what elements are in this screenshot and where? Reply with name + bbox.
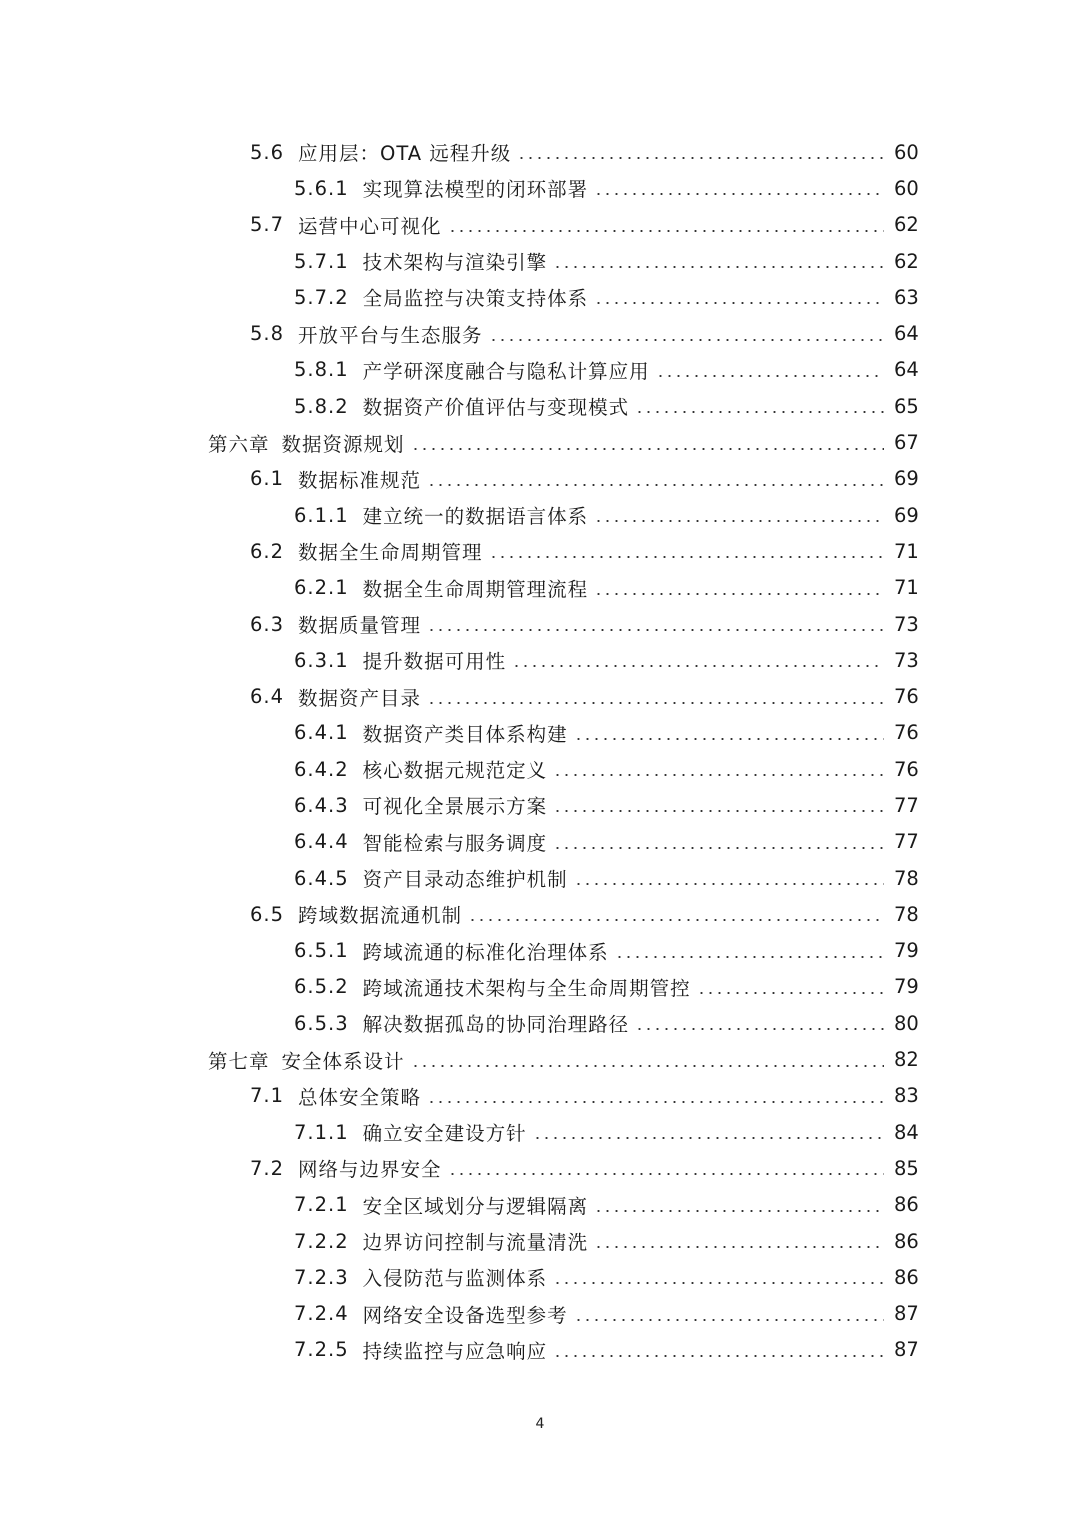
toc-entry-number: 5.8 <box>250 322 285 346</box>
toc-entry-title: 网络安全设备选型参考 <box>362 1303 568 1327</box>
toc-entry[interactable] <box>0 1296 1080 1332</box>
dot-leader <box>533 1137 884 1139</box>
dot-leader <box>512 665 884 667</box>
dot-leader <box>468 919 884 921</box>
toc-entry[interactable] <box>0 424 1080 460</box>
toc-entry-title: 跨域流通的标准化治理体系 <box>362 940 609 964</box>
toc-entry[interactable] <box>0 787 1080 823</box>
toc-entry-page: 77 <box>894 793 919 817</box>
toc-entry-number: 6.5.1 <box>294 939 349 963</box>
toc-entry-number: 5.7 <box>250 213 285 237</box>
toc-entry[interactable] <box>0 170 1080 206</box>
toc-entry-title: 运营中心可视化 <box>298 214 442 238</box>
table-of-contents <box>0 134 1080 1368</box>
toc-entry[interactable] <box>0 134 1080 170</box>
toc-entry-page: 60 <box>894 140 919 164</box>
dot-leader <box>553 847 884 849</box>
toc-entry-title: 数据质量管理 <box>298 614 422 637</box>
toc-entry[interactable] <box>0 461 1080 497</box>
toc-entry-number: 6.4.2 <box>294 757 349 781</box>
toc-entry-title: 产学研深度融合与隐私计算应用 <box>362 359 650 383</box>
toc-entry-page: 87 <box>894 1338 919 1362</box>
dot-leader <box>553 266 884 268</box>
toc-entry-page: 87 <box>894 1302 919 1326</box>
toc-entry-number: 6.1 <box>250 467 285 491</box>
toc-entry[interactable] <box>0 1078 1080 1114</box>
toc-entry-number: 7.2.2 <box>294 1229 349 1253</box>
toc-entry-page: 69 <box>894 467 919 491</box>
toc-entry[interactable] <box>0 388 1080 424</box>
toc-entry-title: 提升数据可用性 <box>362 650 507 674</box>
toc-entry-number: 7.2 <box>250 1156 285 1180</box>
dot-leader <box>448 1173 884 1175</box>
toc-entry-page: 76 <box>894 685 919 709</box>
toc-entry-number: 6.4.5 <box>294 866 349 890</box>
toc-entry-page: 64 <box>894 358 919 382</box>
toc-entry-page: 79 <box>894 939 919 963</box>
toc-entry-title: 开放平台与生态服务 <box>298 323 483 347</box>
dot-leader <box>427 484 884 486</box>
toc-entry-title: 总体安全策略 <box>298 1085 422 1109</box>
dot-leader <box>427 1101 884 1103</box>
toc-entry[interactable] <box>0 751 1080 787</box>
toc-entry-page: 83 <box>894 1084 919 1108</box>
toc-entry-page: 69 <box>894 503 919 527</box>
toc-entry-number: 第六章 <box>208 432 270 456</box>
toc-entry-number: 第七章 <box>208 1049 270 1073</box>
dot-leader <box>594 593 884 595</box>
dot-leader <box>594 1210 884 1212</box>
toc-entry-number: 6.4 <box>250 685 285 709</box>
toc-entry-title: 网络与边界安全 <box>298 1158 442 1182</box>
toc-entry-page: 62 <box>894 213 919 237</box>
dot-leader <box>553 774 884 776</box>
toc-entry-page: 60 <box>894 176 919 200</box>
toc-entry-number: 7.2.3 <box>294 1265 349 1289</box>
dot-leader <box>574 883 884 885</box>
dot-leader <box>411 448 884 450</box>
toc-entry-title: 边界访问控制与流量清洗 <box>362 1231 589 1255</box>
toc-entry-page: 86 <box>894 1265 919 1289</box>
toc-entry[interactable] <box>0 1223 1080 1259</box>
toc-entry-number: 7.2.1 <box>294 1193 349 1217</box>
toc-entry-number: 7.1.1 <box>294 1120 349 1144</box>
toc-entry-title: 数据资源规划 <box>281 432 405 456</box>
toc-entry-page: 86 <box>894 1193 919 1217</box>
toc-entry[interactable] <box>0 1332 1080 1368</box>
toc-entry-title: 入侵防范与监测体系 <box>362 1267 548 1291</box>
dot-leader <box>635 411 884 413</box>
dot-leader <box>448 230 884 232</box>
dot-leader <box>656 375 884 377</box>
dot-leader <box>517 157 884 159</box>
toc-entry-page: 82 <box>894 1048 919 1072</box>
toc-entry-page: 76 <box>894 757 919 781</box>
dot-leader <box>489 339 884 341</box>
toc-entry-page: 78 <box>894 902 919 926</box>
toc-entry[interactable] <box>0 1259 1080 1295</box>
dot-leader <box>594 520 884 522</box>
toc-entry-title: 安全体系设计 <box>281 1049 405 1073</box>
toc-entry-page: 64 <box>894 322 919 346</box>
toc-entry-title: 数据标准规范 <box>298 468 422 492</box>
toc-entry-page: 84 <box>894 1120 919 1144</box>
toc-entry-number: 6.5.2 <box>294 975 349 999</box>
toc-entry-page: 85 <box>894 1156 919 1180</box>
dot-leader <box>594 1246 884 1248</box>
toc-entry-page: 63 <box>894 285 919 309</box>
dot-leader <box>635 1028 884 1030</box>
toc-entry-number: 7.2.5 <box>294 1338 349 1362</box>
dot-leader <box>553 1355 884 1357</box>
toc-entry[interactable] <box>0 352 1080 388</box>
toc-entry[interactable] <box>0 1041 1080 1077</box>
toc-entry[interactable] <box>0 896 1080 932</box>
toc-entry-number: 6.4.4 <box>294 830 349 854</box>
toc-entry-title: 资产目录动态维护机制 <box>362 868 568 892</box>
toc-entry-title: 数据全生命周期管理流程 <box>362 577 589 601</box>
toc-entry[interactable] <box>0 570 1080 606</box>
toc-entry-number: 5.8.1 <box>294 358 349 382</box>
toc-entry-title: 实现算法模型的闭环部署 <box>362 178 589 202</box>
toc-entry-number: 6.3 <box>250 612 285 636</box>
toc-entry-title: 技术架构与渲染引擎 <box>362 251 548 275</box>
toc-entry-page: 71 <box>894 576 919 600</box>
toc-entry-title: 安全区域划分与逻辑隔离 <box>362 1194 589 1218</box>
toc-entry[interactable] <box>0 606 1080 642</box>
toc-entry-page: 77 <box>894 830 919 854</box>
dot-leader <box>697 992 884 994</box>
dot-leader <box>615 956 884 958</box>
toc-entry-page: 76 <box>894 721 919 745</box>
toc-entry-page: 71 <box>894 539 919 563</box>
dot-leader <box>553 1282 884 1284</box>
toc-entry-title: 确立安全建设方针 <box>362 1122 527 1146</box>
toc-entry[interactable] <box>0 1005 1080 1041</box>
toc-entry-page: 67 <box>894 431 919 455</box>
dot-leader <box>553 810 884 812</box>
toc-entry-title: 应用层：OTA 远程升级 <box>298 142 512 166</box>
toc-entry-title: 跨域流通技术架构与全生命周期管控 <box>362 976 691 1000</box>
toc-entry-number: 6.5.3 <box>294 1011 349 1035</box>
dot-leader <box>489 556 884 558</box>
toc-entry[interactable] <box>0 315 1080 351</box>
dot-leader <box>594 193 884 195</box>
dot-leader <box>427 702 884 704</box>
toc-entry-number: 6.3.1 <box>294 648 349 672</box>
toc-entry-page: 86 <box>894 1229 919 1253</box>
toc-entry[interactable] <box>0 969 1080 1005</box>
toc-entry-title: 持续监控与应急响应 <box>362 1339 548 1363</box>
toc-entry-number: 5.7.2 <box>294 285 349 309</box>
toc-entry[interactable] <box>0 860 1080 896</box>
toc-entry-title: 核心数据元规范定义 <box>362 759 548 783</box>
toc-entry-title: 数据资产价值评估与变现模式 <box>362 396 630 420</box>
toc-entry[interactable] <box>0 642 1080 678</box>
toc-entry-page: 73 <box>894 648 919 672</box>
toc-entry[interactable] <box>0 279 1080 315</box>
toc-entry[interactable] <box>0 1150 1080 1186</box>
toc-entry-number: 6.2.1 <box>294 576 349 600</box>
toc-entry-number: 6.4.1 <box>294 721 349 745</box>
toc-entry[interactable] <box>0 715 1080 751</box>
toc-entry-title: 数据资产类目体系构建 <box>362 722 568 746</box>
toc-entry[interactable] <box>0 1114 1080 1150</box>
toc-entry[interactable] <box>0 497 1080 533</box>
toc-entry-number: 6.4.3 <box>294 793 349 817</box>
toc-entry[interactable] <box>0 533 1080 569</box>
toc-entry-number: 7.2.4 <box>294 1302 349 1326</box>
toc-entry[interactable] <box>0 1187 1080 1223</box>
toc-entry-page: 79 <box>894 975 919 999</box>
toc-entry-title: 跨域数据流通机制 <box>298 904 463 928</box>
toc-entry-number: 5.6 <box>250 140 285 164</box>
toc-entry[interactable] <box>0 933 1080 969</box>
toc-entry-page: 80 <box>894 1011 919 1035</box>
dot-leader <box>574 738 884 740</box>
toc-entry-title: 可视化全景展示方案 <box>362 795 548 819</box>
toc-entry-number: 7.1 <box>250 1084 285 1108</box>
dot-leader <box>574 1319 884 1321</box>
toc-entry-title: 智能检索与服务调度 <box>362 831 548 855</box>
toc-entry[interactable] <box>0 678 1080 714</box>
dot-leader <box>427 629 884 631</box>
toc-entry-page: 78 <box>894 866 919 890</box>
toc-entry-title: 全局监控与决策支持体系 <box>362 287 589 311</box>
toc-entry-page: 62 <box>894 249 919 273</box>
toc-entry-number: 5.6.1 <box>294 176 349 200</box>
toc-entry-number: 5.7.1 <box>294 249 349 273</box>
toc-entry-number: 6.5 <box>250 902 285 926</box>
page-number: 4 <box>535 1416 545 1432</box>
toc-entry-title: 建立统一的数据语言体系 <box>362 505 589 529</box>
toc-entry[interactable] <box>0 207 1080 243</box>
toc-entry-title: 数据全生命周期管理 <box>298 541 483 565</box>
toc-entry-title: 数据资产目录 <box>298 686 422 710</box>
toc-entry[interactable] <box>0 243 1080 279</box>
toc-entry-number: 6.1.1 <box>294 503 349 527</box>
toc-entry-number: 5.8.2 <box>294 394 349 418</box>
toc-entry-title: 解决数据孤岛的协同治理路径 <box>362 1013 630 1037</box>
dot-leader <box>411 1065 884 1067</box>
toc-entry-page: 73 <box>894 612 919 636</box>
toc-entry-page: 65 <box>894 394 919 418</box>
dot-leader <box>594 302 884 304</box>
toc-entry-number: 6.2 <box>250 539 285 563</box>
toc-entry[interactable] <box>0 824 1080 860</box>
